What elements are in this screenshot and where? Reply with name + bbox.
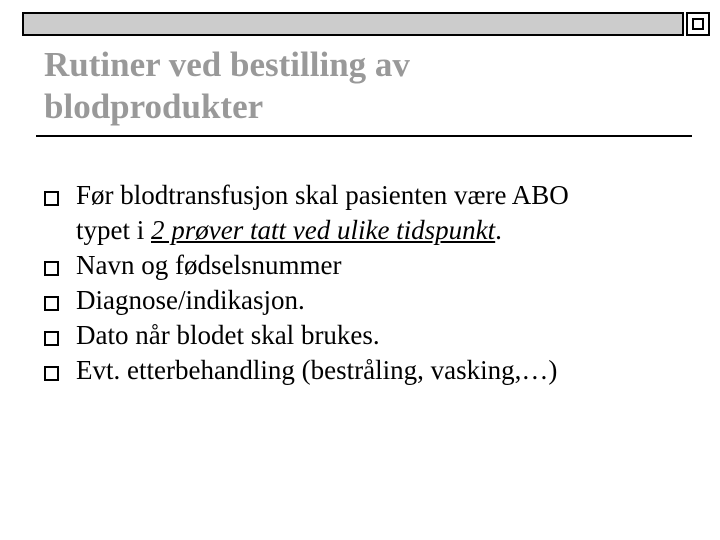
bullet-text: Diagnose/indikasjon. [76, 285, 305, 315]
slide-title-line-2: blodprodukter [44, 87, 264, 126]
header-bar [22, 12, 684, 36]
corner-inner-square-icon [692, 18, 704, 30]
square-bullet-icon [44, 366, 59, 381]
bullet-text: Navn og fødselsnummer [76, 250, 342, 280]
bullet-item-abo [44, 178, 704, 248]
bullet-text-prefix: typet i [76, 215, 151, 245]
square-bullet-icon [44, 331, 59, 346]
bullet-item-diagnosis [44, 283, 704, 318]
bullet-item-date [44, 318, 704, 353]
bullet-text: Evt. etterbehandling (bestråling, vasking,…) [76, 355, 558, 385]
bullet-text-line-1: Før blodtransfusjon skal pasienten være ABO [76, 180, 569, 210]
corner-square-icon [686, 12, 710, 36]
square-bullet-icon [44, 191, 59, 206]
square-bullet-icon [44, 296, 59, 311]
title-divider [36, 135, 692, 137]
bullet-text-suffix: . [495, 215, 502, 245]
slide-title-line-1: Rutiner ved bestilling av [44, 45, 410, 84]
slide-title [44, 44, 684, 128]
bullet-item-aftertreatment [44, 353, 704, 388]
bullet-text-emphasis: 2 prøver tatt ved ulike tidspunkt [151, 215, 496, 245]
square-bullet-icon [44, 261, 59, 276]
bullet-list [44, 178, 704, 388]
bullet-text: Dato når blodet skal brukes. [76, 320, 380, 350]
bullet-text-line-2 [76, 213, 704, 248]
bullet-item-name [44, 248, 704, 283]
